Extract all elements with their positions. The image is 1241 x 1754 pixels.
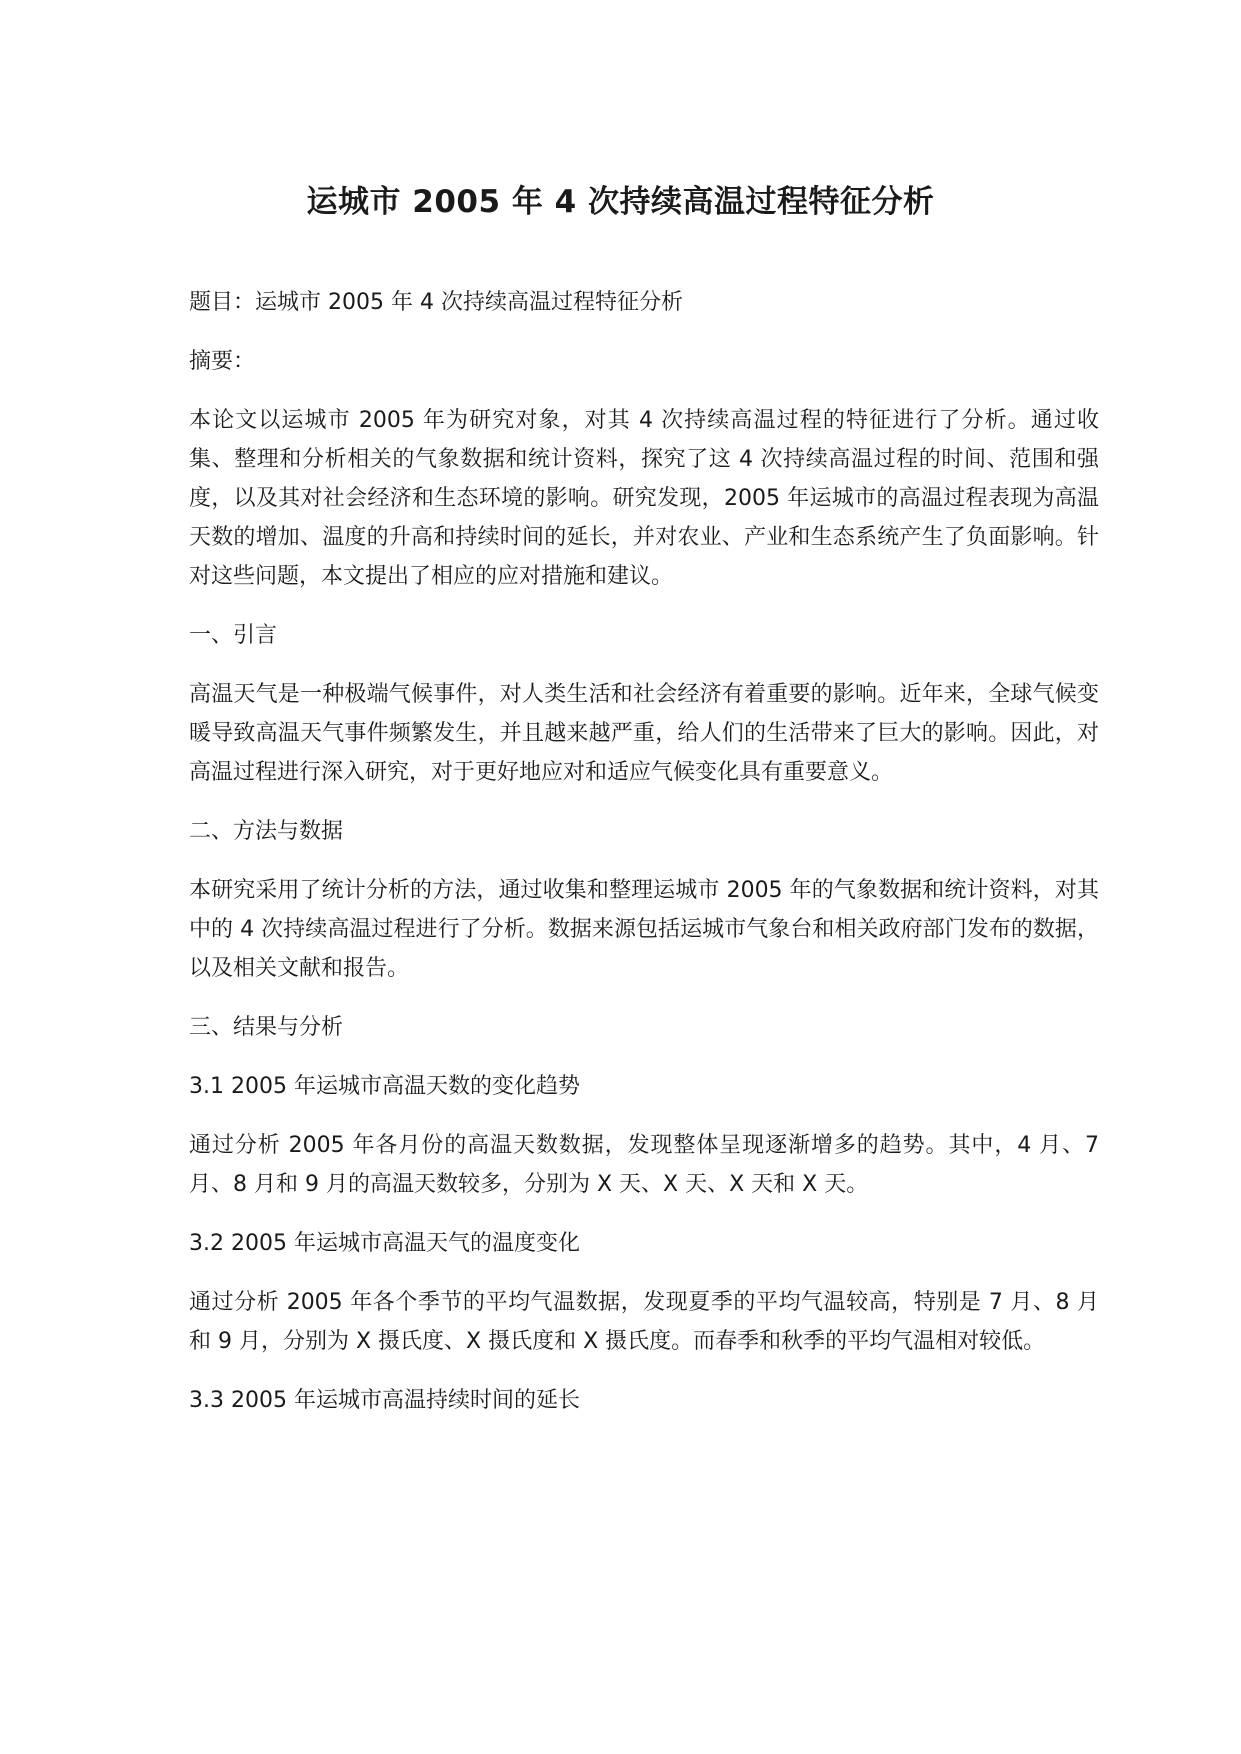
subject-line: 题目：运城市 2005 年 4 次持续高温过程特征分析 bbox=[189, 290, 683, 315]
subsection-heading-3-3: 3.3 2005 年运城市高温持续时间的延长 bbox=[189, 1388, 580, 1413]
introduction-paragraph: 高温天气是一种极端气候事件，对人类生活和社会经济有着重要的影响。近年来，全球气候变暖导致高温天气事件频繁发生，并且越来越严重，给人们的生活带来了巨大的影响。因此，对高温过程进行深入研究，对于更好地应对和适应气候变化具有重要意义。 bbox=[189, 682, 1099, 785]
document-body bbox=[189, 283, 1099, 1440]
section-heading-results: 三、结果与分析 bbox=[189, 1015, 344, 1040]
subsection-heading-3-1: 3.1 2005 年运城市高温天数的变化趋势 bbox=[189, 1074, 580, 1099]
abstract-heading: 摘要： bbox=[189, 349, 256, 374]
document-title: 运城市 2005 年 4 次持续高温过程特征分析 bbox=[306, 184, 935, 220]
section-heading-methods: 二、方法与数据 bbox=[189, 819, 344, 844]
section-heading-introduction: 一、引言 bbox=[189, 623, 278, 648]
subsection-heading-3-2: 3.2 2005 年运城市高温天气的温度变化 bbox=[189, 1231, 580, 1256]
paragraph-3-2: 通过分析 2005 年各个季节的平均气温数据，发现夏季的平均气温较高，特别是 7 月、8 月和 9 月，分别为 X 摄氏度、X 摄氏度和 X 摄氏度。而春季和秋季的平均气温相对较低。 bbox=[189, 1290, 1099, 1354]
paragraph-3-1: 通过分析 2005 年各月份的高温天数数据，发现整体呈现逐渐增多的趋势。其中，4 月、7 月、8 月和 9 月的高温天数较多，分别为 X 天、X 天、X 天和 X 天。 bbox=[189, 1133, 1099, 1197]
abstract-paragraph: 本论文以运城市 2005 年为研究对象，对其 4 次持续高温过程的特征进行了分析。通过收集、整理和分析相关的气象数据和统计资料，探究了这 4 次持续高温过程的时间、范围和强度，以及其对社会经济和生态环境的影响。研究发现，2005 年运城市的高温过程表现为高温天数的增加、温度的升高和持续时间的延长，并对农业、产业和生态系统产生了负面影响。针对这些问题，本文提出了相应的应对措施和建议。 bbox=[189, 408, 1099, 589]
methods-paragraph: 本研究采用了统计分析的方法，通过收集和整理运城市 2005 年的气象数据和统计资料，对其中的 4 次持续高温过程进行了分析。数据来源包括运城市气象台和相关政府部门发布的数据，以及相关文献和报告。 bbox=[189, 878, 1099, 981]
